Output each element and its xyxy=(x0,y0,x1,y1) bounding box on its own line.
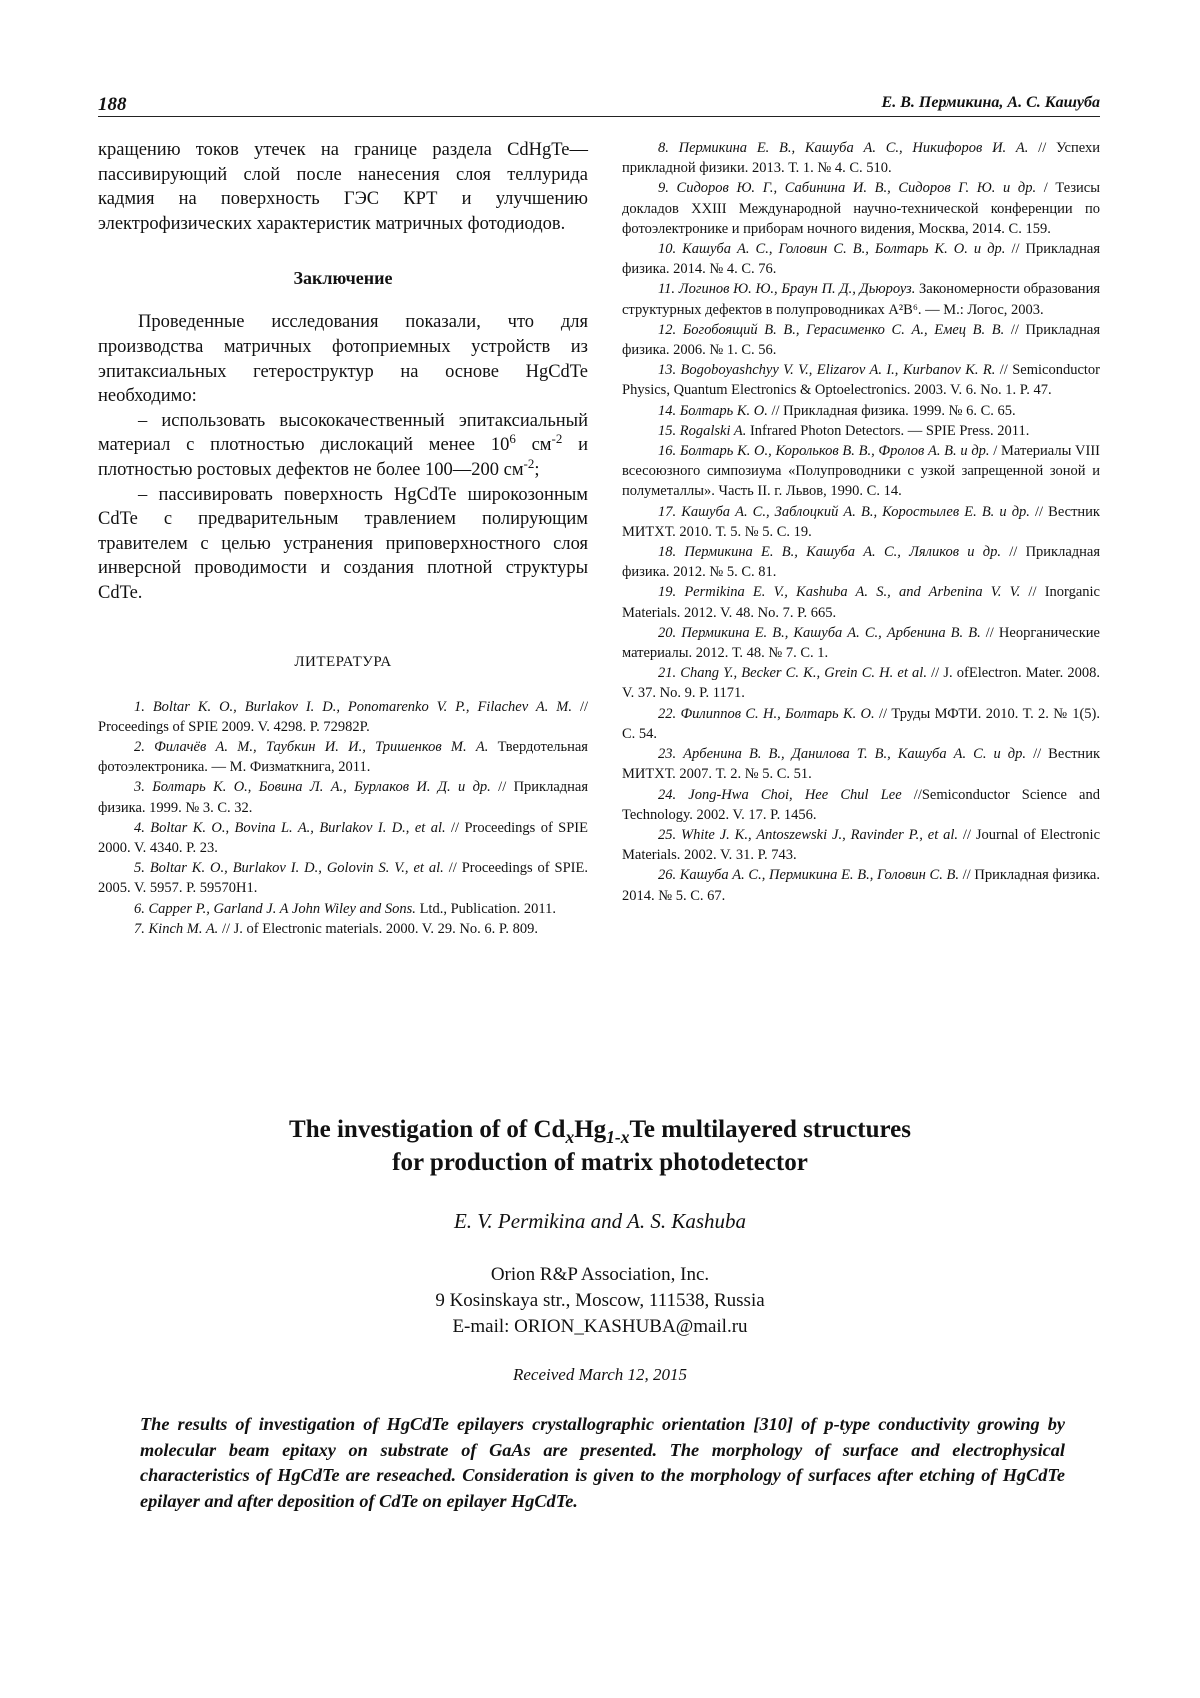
reference-item: 16. Болтарь К. О., Корольков В. В., Фролов А. В. и др. / Материалы VIII всесоюзного симпозиума «Полупроводники с узкой запрещенной зоной и полуметаллы». Часть II. г. Львов, 1990. С. 14. xyxy=(622,443,1100,500)
reference-item: 8. Пермикина Е. В., Кашуба А. С., Никифоров И. А. // Успехи прикладной физики. 2013. Т. 1. № 4. С. 510. xyxy=(622,140,1100,177)
reference-item: 21. Chang Y., Becker C. K., Grein C. H. et al. // J. ofElectron. Mater. 2008. V. 37. No. 9. P. 1171. xyxy=(622,665,1100,702)
english-affiliation: Orion R&P Association, Inc. 9 Kosinskaya str., Moscow, 111538, Russia E-mail: ORION_KASHUBA@mail.ru xyxy=(435,1264,765,1337)
running-head: Е. В. Пермикина, А. С. Кашуба xyxy=(881,94,1100,111)
reference-item: 11. Логинов Ю. Ю., Браун П. Д., Дьюроуз. Закономерности образования структурных дефектов в полупроводниках A²B⁶. — М.: Логос, 2003. xyxy=(622,281,1100,318)
reference-item: 3. Болтарь К. О., Бовина Л. А., Бурлаков И. Д. и др. // Прикладная физика. 1999. № 3. С. 32. xyxy=(98,779,589,816)
english-abstract: The results of investigation of HgCdTe epilayers crystallographic orientation [310] of p-type conductivity growing by molecular beam epitaxy on substrate of GaAs are presented. The morphology of surface and electrophysical characteristics of HgCdTe are reseached. Consideration is given to the morphology of surfaces after etching of HgCdTe epilayer and after deposition of CdTe on epilayer HgCdTe. xyxy=(140,1414,1065,1512)
conclusion-bullet-1: – использовать высококачественный эпитаксиальный материал с плотностью дислокаций менее $10^6$ $см^{-2}$ и плотностью ростовых дефектов не более 100—200 $см^{-2}$; xyxy=(98,410,588,480)
conclusion-paragraph: Проведенные исследования показали, что для производства матричных фотоприемных устройств из эпитаксиальных гетероструктур на основе HgCdTe необходимо: xyxy=(98,312,588,407)
reference-item: 6. Capper P., Garland J. A John Wiley and Sons. Ltd., Publication. 2011. xyxy=(134,900,556,917)
reference-item: 26. Кашуба А. С., Пермикина Е. В., Головин С. В. // Прикладная физика. 2014. № 5. С. 67. xyxy=(622,867,1100,904)
right-column xyxy=(622,138,1100,906)
reference-item: 18. Пермикина Е. В., Кашуба А. С., Ляликов и др. // Прикладная физика. 2012. № 5. С. 81. xyxy=(622,544,1101,581)
reference-item: 7. Kinch M. A. // J. of Electronic materials. 2000. V. 29. No. 6. P. 809. xyxy=(134,920,538,937)
left-column xyxy=(98,138,588,939)
reference-item: 13. Bogoboyashchyy V. V., Elizarov A. I., Kurbanov K. R. // Semiconductor Physics, Quantum Electronics & Optoelectronics. 2003. V. 6. No. 1. P. 47. xyxy=(622,362,1100,399)
conclusion-bullet-2: – пассивировать поверхность HgCdTe широкозонным CdTe с предварительным травлением полирующим травителем с целью устранения приповерхностного слоя инверсной проводимости и создания плотной структуры CdTe. xyxy=(98,484,588,603)
reference-list-left xyxy=(98,697,588,939)
page-number: 188 xyxy=(98,94,127,115)
references-heading: ЛИТЕРАТУРА xyxy=(294,653,392,670)
reference-item: 15. Rogalski A. Infrared Photon Detectors. — SPIE Press. 2011. xyxy=(658,422,1030,439)
reference-item: 2. Филачёв А. М., Таубкин И. И., Тришенков М. А. Твердотельная фотоэлектроника. — М. Физматкнига, 2011. xyxy=(98,738,588,776)
reference-item: 10. Кашуба А. С., Головин С. В., Болтарь К. О. и др. // Прикладная физика. 2014. № 4. С. 76. xyxy=(622,241,1100,278)
english-title: The investigation of of $Cd_xHg_{1-x}Te$ multilayered structures for production of matrix photodetector xyxy=(289,1116,911,1176)
reference-list-right xyxy=(622,138,1100,906)
reference-item: 25. White J. K., Antoszewski J., Ravinder P., et al. // Journal of Electronic Materials. 2002. V. 31. P. 743. xyxy=(622,826,1100,864)
reference-item: 23. Арбенина В. В., Данилова Т. В., Кашуба А. С. и др. // Вестник МИТХТ. 2007. Т. 2. № 5. С. 51. xyxy=(622,746,1100,783)
continuation-paragraph: кращению токов утечек на границе раздела CdHgTe—пассивирующий слой после нанесения слоя теллурида кадмия на поверхность ГЭС КРТ и улучшению электрофизических характеристик матричных фотодиодов. xyxy=(98,140,588,234)
reference-item: 17. Кашуба А. С., Заблоцкий А. В., Коростылев Е. В. и др. // Вестник МИТХТ. 2010. Т. 5. № 5. С. 19. xyxy=(622,503,1100,540)
english-authors: E. V. Permikina and A. S. Kashuba xyxy=(453,1209,747,1233)
reference-item: 20. Пермикина Е. В., Кашуба А. С., Арбенина В. В. // Неорганические материалы. 2012. Т. 48. № 7. С. 1. xyxy=(622,624,1100,662)
conclusion-heading: Заключение xyxy=(293,268,393,289)
reference-item: 4. Boltar K. O., Bovina L. A., Burlakov I. D., et al. // Proceedings of SPIE 2000. V. 4340. P. 23. xyxy=(98,819,588,856)
reference-item: 14. Болтарь К. О. // Прикладная физика. 1999. № 6. С. 65. xyxy=(658,402,1016,419)
received-date: Received March 12, 2015 xyxy=(512,1365,688,1384)
reference-item: 1. Boltar K. O., Burlakov I. D., Ponomarenko V. P., Filachev A. M. // Proceedings of SPIE 2009. V. 4298. P. 72982P. xyxy=(98,698,589,735)
reference-item: 9. Сидоров Ю. Г., Сабинина И. В., Сидоров Г. Ю. и др. / Тезисы докладов XXIII Международной научно-технической конференции по фотоэлектронике и приборам ночного видения, Москва, 2014. С. 159. xyxy=(622,180,1100,237)
page-header xyxy=(98,86,1100,117)
reference-item: 5. Boltar K. O., Burlakov I. D., Golovin S. V., et al. // Proceedings of SPIE. 2005. V. 5957. P. 59570H1. xyxy=(98,860,588,897)
reference-item: 22. Филиппов С. Н., Болтарь К. О. // Труды МФТИ. 2010. Т. 2. № 1(5). С. 54. xyxy=(622,705,1100,742)
reference-item: 12. Богобоящий В. В., Герасименко С. А., Емец В. В. // Прикладная физика. 2006. № 1. С. 56. xyxy=(622,321,1100,359)
reference-item: 19. Permikina E. V., Kashuba A. S., and Arbenina V. V. // Inorganic Materials. 2012. V. 48. No. 7. P. 665. xyxy=(622,584,1100,621)
reference-item: 24. Jong-Hwa Choi, Hee Chul Lee //Semiconductor Science and Technology. 2002. V. 17. P. 1456. xyxy=(622,786,1100,823)
